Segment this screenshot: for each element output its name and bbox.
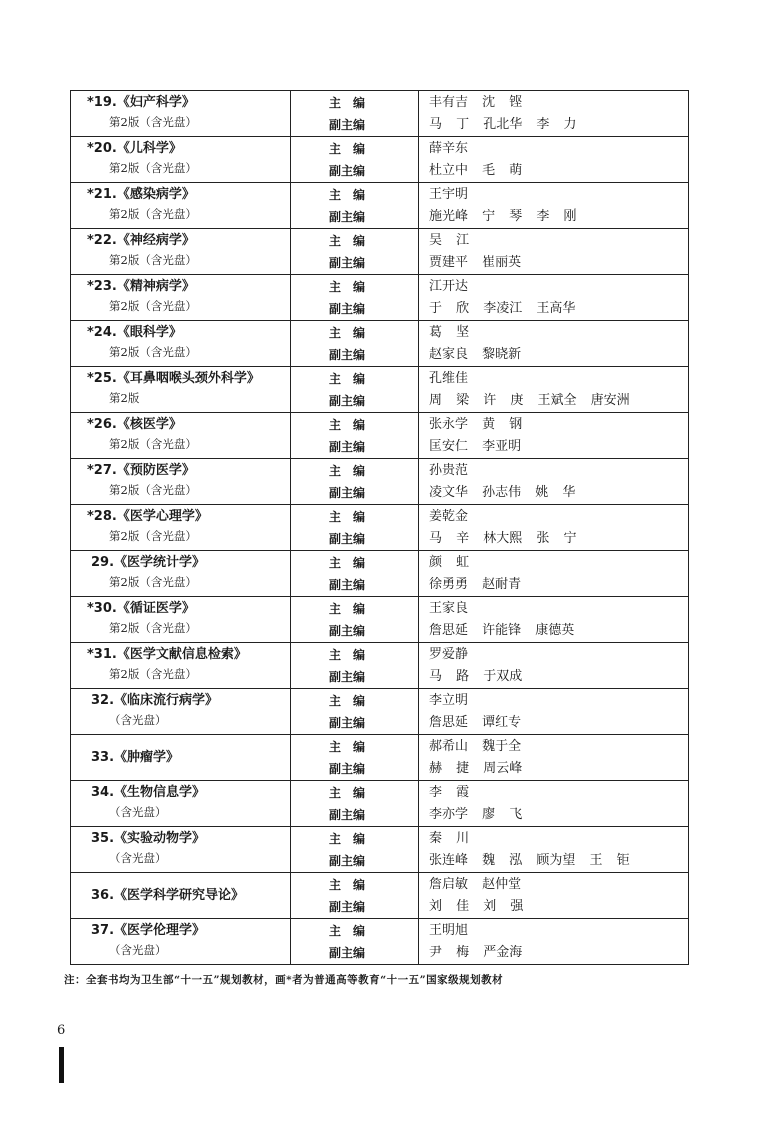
book-edition: （含光盘） (109, 805, 167, 819)
role-deputy-editor: 副主编 (329, 531, 366, 546)
chief-editor-names: 孔维佳 (429, 370, 469, 386)
deputy-editor-names: 马 辛 林大熙 张 宁 (429, 530, 577, 546)
book-title: 29.《医学统计学》 (91, 555, 206, 570)
book-title: 34.《生物信息学》 (91, 785, 206, 800)
book-edition: 第2版（含光盘） (109, 345, 197, 359)
book-title: *27.《预防医学》 (87, 463, 195, 478)
book-cell (71, 505, 291, 551)
chief-editor-names: 李立明 (429, 692, 469, 708)
book-row (71, 781, 689, 827)
deputy-editor-names: 马 路 于双成 (429, 668, 523, 684)
role-chief-editor: 主 编 (329, 141, 366, 156)
book-cell (71, 229, 291, 275)
book-title: 35.《实验动物学》 (91, 831, 206, 846)
deputy-editor-names: 张连峰 魏 泓 顾为望 王 钜 (429, 852, 630, 868)
book-row (71, 137, 689, 183)
editor-names-cell (419, 873, 689, 919)
page-number: 6 (57, 1023, 66, 1038)
editor-names-cell (419, 735, 689, 781)
editor-names-cell (419, 643, 689, 689)
role-chief-editor: 主 编 (329, 371, 366, 386)
book-cell (71, 183, 291, 229)
book-cell (71, 735, 291, 781)
role-chief-editor: 主 编 (329, 739, 366, 754)
role-deputy-editor: 副主编 (329, 899, 366, 914)
book-cell (71, 781, 291, 827)
book-row (71, 505, 689, 551)
chief-editor-names: 秦 川 (429, 830, 470, 846)
book-edition: 第2版（含光盘） (109, 207, 197, 221)
book-title: 32.《临床流行病学》 (91, 693, 219, 708)
role-chief-editor: 主 编 (329, 831, 366, 846)
role-deputy-editor: 副主编 (329, 117, 366, 132)
chief-editor-names: 詹启敏 赵仲堂 (429, 876, 522, 892)
book-edition: 第2版（含光盘） (109, 575, 197, 589)
role-deputy-editor: 副主编 (329, 761, 366, 776)
role-chief-editor: 主 编 (329, 693, 366, 708)
book-row (71, 459, 689, 505)
deputy-editor-names: 凌文华 孙志伟 姚 华 (429, 484, 576, 500)
book-cell (71, 137, 291, 183)
deputy-editor-names: 于 欣 李凌江 王高华 (429, 300, 576, 316)
book-edition: 第2版（含光盘） (109, 667, 197, 681)
deputy-editor-names: 尹 梅 严金海 (429, 944, 523, 960)
role-cell (291, 183, 419, 229)
role-cell (291, 459, 419, 505)
book-edition: 第2版（含光盘） (109, 621, 197, 635)
book-edition: 第2版（含光盘） (109, 299, 197, 313)
role-deputy-editor: 副主编 (329, 209, 366, 224)
book-row (71, 551, 689, 597)
role-deputy-editor: 副主编 (329, 255, 366, 270)
editor-names-cell (419, 321, 689, 367)
book-row (71, 275, 689, 321)
chief-editor-names: 吴 江 (429, 232, 470, 248)
editor-names-cell (419, 229, 689, 275)
chief-editor-names: 葛 坚 (429, 324, 470, 340)
book-edition: （含光盘） (109, 713, 167, 727)
editor-names-cell (419, 413, 689, 459)
role-chief-editor: 主 编 (329, 187, 366, 202)
book-cell (71, 551, 291, 597)
book-title: 33.《肿瘤学》 (91, 749, 180, 765)
role-cell (291, 505, 419, 551)
editor-names-cell (419, 505, 689, 551)
role-chief-editor: 主 编 (329, 555, 366, 570)
book-edition: （含光盘） (109, 943, 167, 957)
role-deputy-editor: 副主编 (329, 715, 366, 730)
book-title: *22.《神经病学》 (87, 233, 195, 248)
book-title: *25.《耳鼻咽喉头颈外科学》 (87, 371, 260, 386)
role-deputy-editor: 副主编 (329, 853, 366, 868)
chief-editor-names: 罗爱静 (429, 646, 469, 662)
chief-editor-names: 江开达 (429, 278, 469, 294)
chief-editor-names: 薛辛东 (429, 140, 469, 156)
book-row (71, 827, 689, 873)
role-cell (291, 137, 419, 183)
deputy-editor-names: 李亦学 廖 飞 (429, 806, 523, 822)
book-row (71, 367, 689, 413)
book-title: 37.《医学伦理学》 (91, 923, 206, 938)
role-deputy-editor: 副主编 (329, 163, 366, 178)
book-cell (71, 321, 291, 367)
book-row (71, 735, 689, 781)
book-title: *31.《医学文献信息检索》 (87, 647, 247, 662)
chief-editor-names: 李 霞 (429, 784, 470, 800)
footnote: 注：全套书均为卫生部“十一五”规划教材，画*者为普通高等教育“十一五”国家级规划教材 (64, 974, 504, 986)
book-cell (71, 873, 291, 919)
deputy-editor-names: 周 梁 许 庚 王斌全 唐安洲 (429, 392, 630, 408)
role-cell (291, 919, 419, 965)
chief-editor-names: 王宇明 (429, 186, 469, 202)
role-cell (291, 643, 419, 689)
chief-editor-names: 颜 虹 (429, 554, 470, 570)
role-cell (291, 735, 419, 781)
role-cell (291, 873, 419, 919)
book-title: *28.《医学心理学》 (87, 509, 208, 524)
deputy-editor-names: 贾建平 崔丽英 (429, 254, 522, 270)
book-title: *30.《循证医学》 (87, 601, 195, 616)
role-cell (291, 781, 419, 827)
book-title: *23.《精神病学》 (87, 279, 195, 294)
chief-editor-names: 丰有吉 沈 铿 (429, 94, 523, 110)
book-edition: 第2版 (109, 391, 140, 405)
editor-names-cell (419, 827, 689, 873)
book-row (71, 689, 689, 735)
role-cell (291, 413, 419, 459)
role-deputy-editor: 副主编 (329, 347, 366, 362)
deputy-editor-names: 施光峰 宁 琴 李 刚 (429, 208, 577, 224)
book-cell (71, 91, 291, 137)
role-deputy-editor: 副主编 (329, 945, 366, 960)
role-deputy-editor: 副主编 (329, 485, 366, 500)
book-row (71, 91, 689, 137)
role-cell (291, 551, 419, 597)
chief-editor-names: 姜乾金 (429, 508, 469, 524)
book-cell (71, 367, 291, 413)
role-chief-editor: 主 编 (329, 463, 366, 478)
role-deputy-editor: 副主编 (329, 393, 366, 408)
deputy-editor-names: 徐勇勇 赵耐青 (429, 576, 522, 592)
role-chief-editor: 主 编 (329, 279, 366, 294)
book-cell (71, 413, 291, 459)
book-title: *20.《儿科学》 (87, 141, 182, 156)
book-cell (71, 275, 291, 321)
role-cell (291, 597, 419, 643)
deputy-editor-names: 赵家良 黎晓新 (429, 346, 522, 362)
role-cell (291, 689, 419, 735)
editor-names-cell (419, 689, 689, 735)
role-cell (291, 321, 419, 367)
book-title: *24.《眼科学》 (87, 325, 182, 340)
editor-names-cell (419, 367, 689, 413)
book-title: *21.《感染病学》 (87, 187, 195, 202)
book-row (71, 597, 689, 643)
editor-names-cell (419, 275, 689, 321)
book-row (71, 413, 689, 459)
deputy-editor-names: 匡安仁 李亚明 (429, 438, 522, 454)
book-row (71, 321, 689, 367)
role-chief-editor: 主 编 (329, 601, 366, 616)
chief-editor-names: 郝希山 魏于全 (429, 738, 522, 754)
book-edition: 第2版（含光盘） (109, 483, 197, 497)
editor-names-cell (419, 597, 689, 643)
book-row (71, 919, 689, 965)
role-chief-editor: 主 编 (329, 325, 366, 340)
editor-names-cell (419, 919, 689, 965)
role-chief-editor: 主 编 (329, 923, 366, 938)
role-deputy-editor: 副主编 (329, 623, 366, 638)
book-cell (71, 919, 291, 965)
editor-names-cell (419, 459, 689, 505)
book-cell (71, 827, 291, 873)
book-title: 36.《医学科学研究导论》 (91, 887, 245, 903)
role-chief-editor: 主 编 (329, 877, 366, 892)
chief-editor-names: 王明旭 (429, 922, 469, 938)
role-deputy-editor: 副主编 (329, 439, 366, 454)
book-edition: 第2版（含光盘） (109, 529, 197, 543)
page-marker-bar (59, 1047, 64, 1083)
book-edition: 第2版（含光盘） (109, 253, 197, 267)
role-cell (291, 229, 419, 275)
book-cell (71, 597, 291, 643)
book-row (71, 229, 689, 275)
book-edition: 第2版（含光盘） (109, 161, 197, 175)
chief-editor-names: 王家良 (429, 600, 469, 616)
role-cell (291, 367, 419, 413)
deputy-editor-names: 詹思延 许能锋 康德英 (429, 622, 575, 638)
chief-editor-names: 孙贵范 (429, 462, 469, 478)
book-title: *19.《妇产科学》 (87, 95, 195, 110)
role-cell (291, 275, 419, 321)
editor-names-cell (419, 137, 689, 183)
role-chief-editor: 主 编 (329, 785, 366, 800)
deputy-editor-names: 马 丁 孔北华 李 力 (429, 116, 577, 132)
editor-names-cell (419, 781, 689, 827)
editor-names-cell (419, 551, 689, 597)
book-cell (71, 459, 291, 505)
deputy-editor-names: 赫 捷 周云峰 (429, 760, 523, 776)
role-chief-editor: 主 编 (329, 509, 366, 524)
role-deputy-editor: 副主编 (329, 577, 366, 592)
book-row (71, 873, 689, 919)
book-cell (71, 689, 291, 735)
role-chief-editor: 主 编 (329, 647, 366, 662)
role-cell (291, 827, 419, 873)
book-edition: 第2版（含光盘） (109, 115, 197, 129)
book-edition: 第2版（含光盘） (109, 437, 197, 451)
book-row (71, 643, 689, 689)
editor-names-cell (419, 183, 689, 229)
role-deputy-editor: 副主编 (329, 669, 366, 684)
book-edition: （含光盘） (109, 851, 167, 865)
deputy-editor-names: 杜立中 毛 萌 (429, 162, 523, 178)
book-cell (71, 643, 291, 689)
role-cell (291, 91, 419, 137)
editor-names-cell (419, 91, 689, 137)
deputy-editor-names: 刘 佳 刘 强 (429, 898, 524, 914)
role-chief-editor: 主 编 (329, 95, 366, 110)
textbook-editor-table (70, 90, 689, 965)
role-chief-editor: 主 编 (329, 417, 366, 432)
role-deputy-editor: 副主编 (329, 807, 366, 822)
role-deputy-editor: 副主编 (329, 301, 366, 316)
deputy-editor-names: 詹思延 谭红专 (429, 714, 522, 730)
book-title: *26.《核医学》 (87, 417, 182, 432)
chief-editor-names: 张永学 黄 钢 (429, 416, 523, 432)
role-chief-editor: 主 编 (329, 233, 366, 248)
book-row (71, 183, 689, 229)
